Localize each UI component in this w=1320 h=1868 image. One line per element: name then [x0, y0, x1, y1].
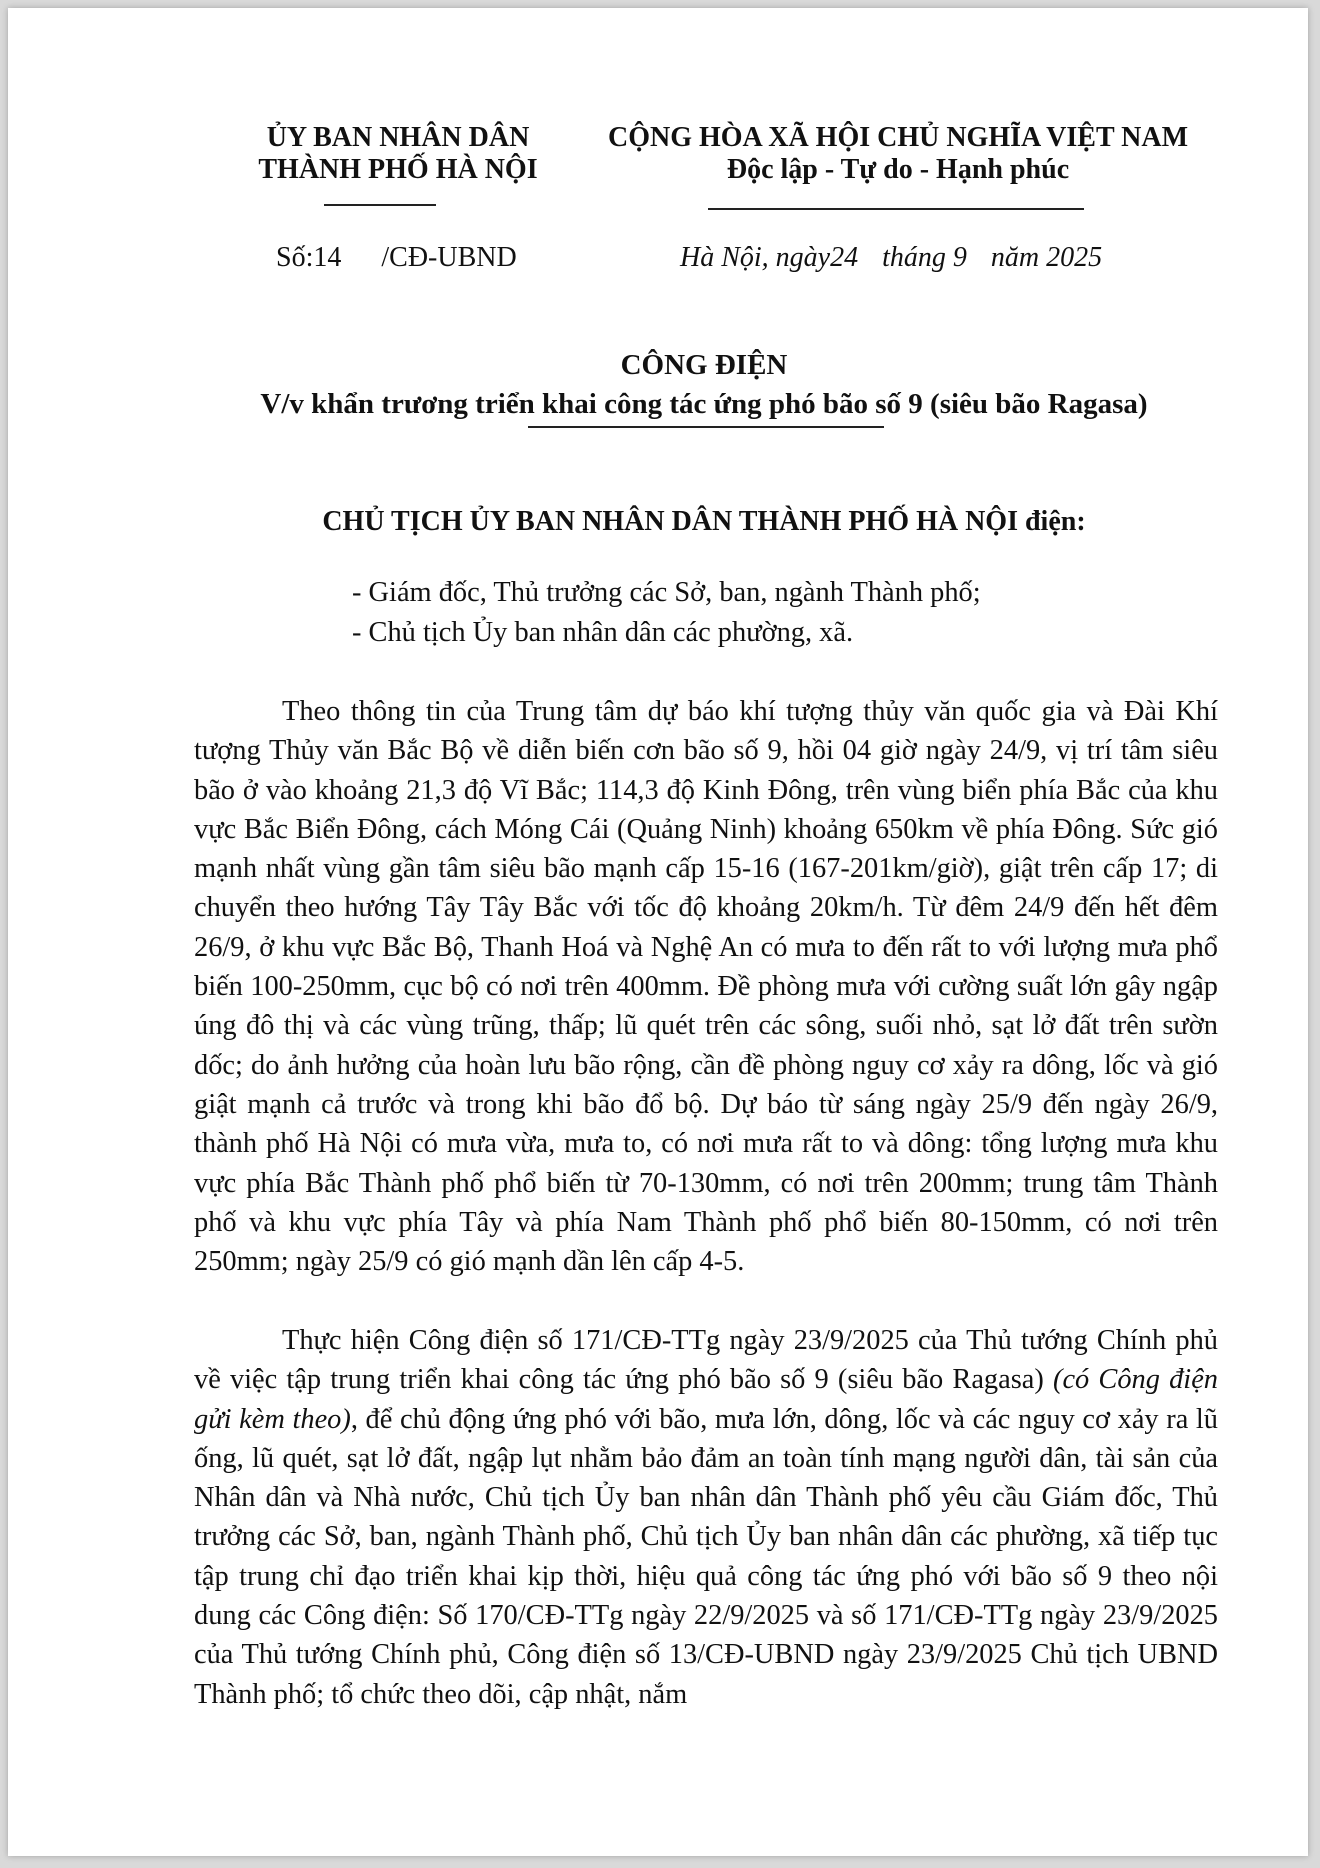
national-motto: Độc lập - Tự do - Hạnh phúc — [726, 154, 1070, 185]
body-paragraph-2 — [194, 1321, 1218, 1714]
paragraph-2-part2: , để chủ động ứng phó với bão, mưa lớn, dông, lốc và các nguy cơ xảy ra lũ ống, lũ quét, sạt lở đất, ngập lụt nhằm bảo đảm an toàn tính mạng người dân, tài sản của Nhân dân và Nhà nước, Chủ tịch Ủy ban nhân dân Thành phố yêu cầu Giám đốc, Thủ trưởng các Sở, ban, ngành Thành phố, Chủ tịch Ủy ban nhân dân các phường, xã tiếp tục tập trung chỉ đạo triển khai kịp thời, hiệu quả công tác ứng phó với bão số 9 theo nội dung các Công điện: Số 170/CĐ-TTg ngày 22/9/2025 và số 171/CĐ-TTg ngày 23/9/2025 của Thủ tướng Chính phủ, Công điện số 13/CĐ-UBND ngày 23/9/2025 Chủ tịch UBND Thành phố; tổ chức theo dõi, cập nhật, nắm — [194, 1403, 1218, 1710]
date-month: tháng 9 — [882, 242, 967, 273]
issuing-agency-line2: THÀNH PHỐ HÀ NỘI — [258, 154, 538, 185]
paragraph-2-part1: Thực hiện Công điện số 171/CĐ-TTg ngày 23/9/2025 của Thủ tướng Chính phủ về việc tập trung triển khai công tác ứng phó bão số 9 (siêu bão Ragasa) — [194, 1325, 1218, 1396]
agency-underline — [324, 204, 436, 206]
recipient-item: - Giám đốc, Thủ trưởng các Sở, ban, ngành Thành phố; — [352, 577, 981, 608]
date-year: năm 2025 — [990, 242, 1103, 273]
document-page — [8, 8, 1308, 1856]
national-title: CỘNG HÒA XÃ HỘI CHỦ NGHĨA VIỆT NAM — [607, 122, 1189, 153]
issue-date — [680, 240, 1102, 276]
recipient-item: - Chủ tịch Ủy ban nhân dân các phường, xã. — [352, 617, 854, 648]
motto-underline — [708, 208, 1084, 210]
body-paragraph-1: Theo thông tin của Trung tâm dự báo khí tượng thủy văn quốc gia và Đài Khí tượng Thủy văn Bắc Bộ về diễn biến cơn bão số 9, hồi 04 giờ ngày 24/9, vị trí tâm siêu bão ở vào khoảng 21,3 độ Vĩ Bắc; 114,3 độ Kinh Đông, trên vùng biển phía Bắc của khu vực Bắc Biển Đông, cách Móng Cái (Quảng Ninh) khoảng 650km về phía Đông. Sức gió mạnh nhất vùng gần tâm siêu bão mạnh cấp 15-16 (167-201km/giờ), giật trên cấp 17; di chuyển theo hướng Tây Tây Bắc với tốc độ khoảng 20km/h. Từ đêm 24/9 đến hết đêm 26/9, ở khu vực Bắc Bộ, Thanh Hoá và Nghệ An có mưa to đến rất to với lượng mưa phổ biến 100-250mm, cục bộ có nơi trên 400mm. Đề phòng mưa với cường suất lớn gây ngập úng đô thị và các vùng trũng, thấp; lũ quét trên các sông, suối nhỏ, sạt lở đất trên sườn dốc; do ảnh hưởng của hoàn lưu bão rộng, cần đề phòng nguy cơ xảy ra dông, lốc và gió giật mạnh cả trước và trong khi bão đổ bộ. Dự báo từ sáng ngày 25/9 đến ngày 26/9, thành phố Hà Nội có mưa vừa, mưa to, có nơi mưa rất to và dông: tổng lượng mưa khu vực phía Bắc Thành phố phổ biến từ 70-130mm, có nơi trên 200mm; trung tâm Thành phố và khu vực phía Tây và phía Nam Thành phố phổ biến 80-150mm, có nơi trên 250mm; ngày 25/9 có gió mạnh dần lên cấp 4-5. — [194, 696, 1218, 1278]
date-place-day: Hà Nội, ngày24 — [680, 242, 859, 273]
document-number-suffix: /CĐ-UBND — [381, 242, 517, 273]
document-number — [276, 240, 517, 276]
paragraph-2-italic: (có Công điện gửi kèm theo) — [194, 1364, 1218, 1435]
issuing-agency-line1: ỦY BAN NHÂN DÂN — [266, 122, 530, 153]
document-number-prefix: Số:14 — [276, 242, 342, 273]
document-title: CÔNG ĐIỆN — [620, 349, 788, 381]
document-subject: V/v khẩn trương triển khai công tác ứng phó bão số 9 (siêu bão Ragasa) — [260, 388, 1148, 420]
subject-underline — [528, 426, 884, 428]
sender-line: CHỦ TỊCH ỦY BAN NHÂN DÂN THÀNH PHỐ HÀ NỘI điện: — [322, 506, 1086, 537]
